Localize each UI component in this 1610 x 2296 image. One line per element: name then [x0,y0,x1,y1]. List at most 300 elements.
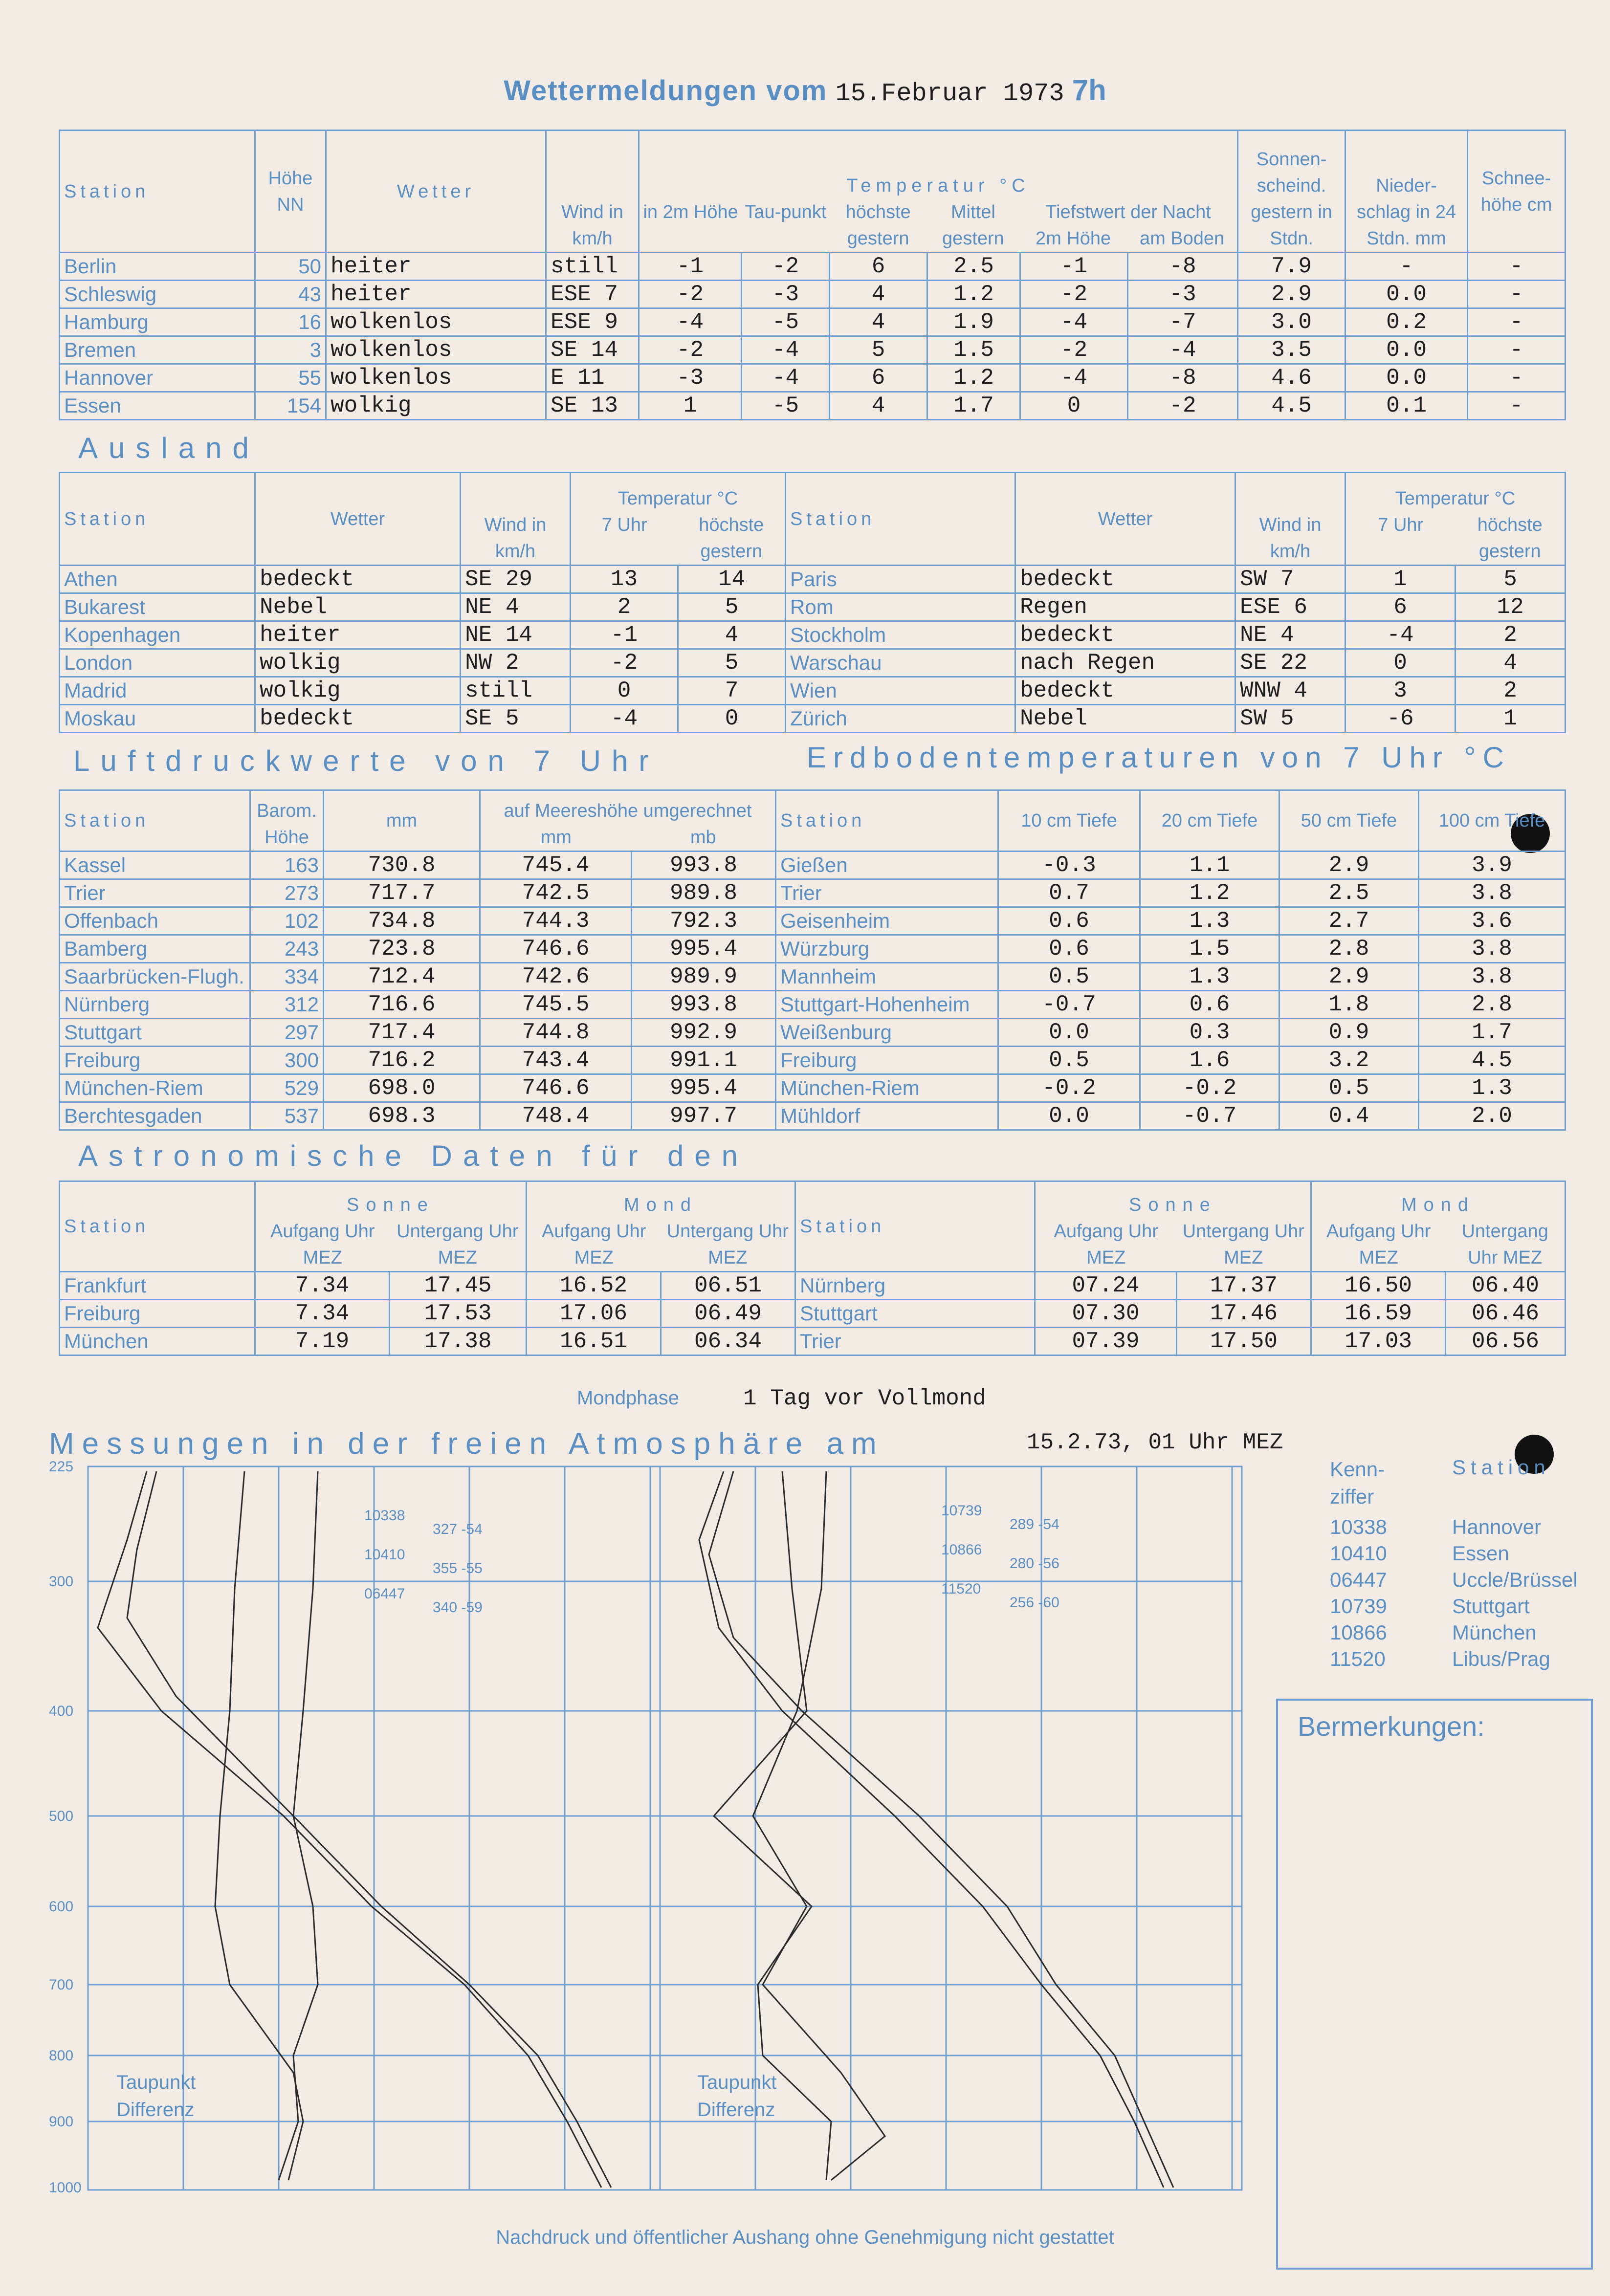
table-cell: 13 [571,566,678,593]
title-hour: 7h [1072,74,1106,107]
table-cell: 07.24 [1035,1272,1177,1300]
table-cell: Athen [60,566,255,593]
legend-station: Hannover [1452,1515,1542,1538]
table-cell: nach Regen [1015,649,1235,677]
table-cell: 102 [250,907,324,935]
table-cell: heiter [255,621,461,649]
table-cell: 07.39 [1035,1328,1177,1356]
table-cell: Freiburg [60,1300,255,1328]
table-cell: -2 [1128,392,1238,420]
table-cell: 273 [250,879,324,907]
luft-meer-group: auf Meereshöhe umgerechnet [504,801,752,821]
table-cell: 6 [830,253,927,281]
table-cell: -4 [639,308,742,336]
table-cell: -2 [742,253,830,281]
table-cell: 6 [830,364,927,392]
table-cell: Moskau [60,705,255,733]
station-tag-id: 10866 [941,1542,982,1558]
ausl-th-wetter-right: Wetter [1015,473,1235,566]
table-cell: 0.4 [1279,1102,1419,1130]
table-cell: Trier [776,879,998,907]
table-cell: 991.1 [632,1047,776,1074]
table-cell: 4 [830,308,927,336]
astro-ma-right: Aufgang Uhr MEZ [1326,1221,1431,1268]
pressure-label: 225 [49,1459,74,1475]
table-cell: 746.6 [480,1074,632,1102]
astro-th-station-right: Station [795,1181,1035,1272]
luft-th-barom: Barom. Höhe [250,790,324,852]
table-cell: -2 [639,336,742,364]
table-cell: Madrid [60,677,255,705]
table-cell: 792.3 [632,907,776,935]
table-cell: 17.38 [390,1328,527,1356]
erd-th-t20: 20 cm Tiefe [1140,790,1279,852]
table-cell: -6 [1345,705,1456,733]
table-cell: -4 [742,364,830,392]
table-cell: Berchtesgaden [60,1102,250,1130]
sounding-curve [215,1471,303,2180]
table-cell: 1 [1345,566,1456,593]
table-cell: -5 [742,308,830,336]
table-cell: SE 14 [546,336,639,364]
table-cell: Schleswig [60,281,255,308]
table-row [60,1300,1566,1328]
ausl-temp-group-left: Temperatur °C [618,488,738,509]
table-cell: 742.5 [480,879,632,907]
table-cell: 50 [255,253,326,281]
table-cell: 0.6 [998,935,1140,963]
table-cell: 0.9 [1279,1019,1419,1047]
astro-sonne-label-left: Sonne [347,1195,435,1215]
mondphase-label: Mondphase [577,1387,680,1409]
table-cell: 1.7 [1419,1019,1566,1047]
table-row [60,1074,1566,1102]
table-cell: -0.7 [1140,1102,1279,1130]
ausl-t7-right: 7 Uhr [1378,515,1424,535]
luft-th-mm: mm [324,790,480,852]
table-cell: 1.6 [1140,1047,1279,1074]
table-row [60,1047,1566,1074]
table-cell: 993.8 [632,991,776,1019]
table-cell: 6 [1345,593,1456,621]
station-tag-value: 340 -59 [433,1599,483,1616]
table-cell: 06.56 [1446,1328,1566,1356]
table-cell: Geisenheim [776,907,998,935]
table-cell: 0.6 [1140,991,1279,1019]
table-cell: 2 [1456,677,1566,705]
mondphase-value: 1 Tag vor Vollmond [743,1386,986,1411]
table-cell: 43 [255,281,326,308]
table-cell: 995.4 [632,935,776,963]
th-t2m: in 2m Höhe [643,202,738,222]
th-mittel: Mittel gestern [942,202,1004,249]
station-tag-id: 06447 [364,1586,405,1602]
table-cell: 7.9 [1238,253,1345,281]
table-cell: 698.0 [324,1074,480,1102]
table-cell: 2.9 [1279,852,1419,879]
legend-id: 06447 [1330,1568,1387,1591]
table-cell: -4 [1020,364,1128,392]
table-cell: -3 [742,281,830,308]
luft-meer-mm: mm [540,827,572,848]
table-cell: Trier [795,1328,1035,1356]
table-cell: WNW 4 [1235,677,1345,705]
table-cell: Offenbach [60,907,250,935]
table-cell: wolkig [255,649,461,677]
table-cell: -1 [639,253,742,281]
table-cell: 716.6 [324,991,480,1019]
table-cell: 717.7 [324,879,480,907]
table-cell: 3.9 [1419,852,1566,879]
table-cell: 734.8 [324,907,480,935]
table-cell: 06.34 [661,1328,795,1356]
th-schnee: Schnee-höhe cm [1468,131,1566,253]
table-cell: 712.4 [324,963,480,991]
table-cell: - [1468,308,1566,336]
erd-th-station: Station [776,790,998,852]
th-nieder: Nieder-schlag in 24 Stdn. mm [1345,131,1468,253]
table-cell: 0 [1345,649,1456,677]
table-row [60,253,1566,281]
table-cell: 163 [250,852,324,879]
table-row [60,935,1566,963]
pressure-label: 600 [49,1899,74,1915]
table-cell: -8 [1128,253,1238,281]
astro-th-sonne-left [255,1181,527,1272]
table-cell: 16.52 [527,1272,661,1300]
table-cell: Nebel [1015,705,1235,733]
table-cell: 312 [250,991,324,1019]
table-cell: -2 [639,281,742,308]
table-cell: Trier [60,879,250,907]
table-cell: 17.46 [1177,1300,1311,1328]
table-cell: heiter [326,281,546,308]
section-ausland: Ausland [78,432,260,464]
table-row [60,1102,1566,1130]
table-cell: 537 [250,1102,324,1130]
luftdruck-table [59,789,1566,1131]
table-cell: 2.8 [1419,991,1566,1019]
table-cell: Nürnberg [60,991,250,1019]
table-cell: Mühldorf [776,1102,998,1130]
table-cell: London [60,649,255,677]
ausl-th-station-left: Station [60,473,255,566]
table-cell: 0.5 [998,1047,1140,1074]
table-cell: -5 [742,392,830,420]
legend-station: Essen [1452,1542,1509,1565]
th-tiefst: Tiefstwert der Nacht [1045,202,1211,222]
station-tag-value: 289 -54 [1010,1516,1059,1532]
table-cell: wolkig [326,392,546,420]
table-cell: -2 [1020,336,1128,364]
table-cell: 06.40 [1446,1272,1566,1300]
legend-station: Uccle/Brüssel [1452,1568,1578,1591]
th-taupunkt: Tau-punkt [745,202,827,222]
table-cell: -3 [639,364,742,392]
table-cell: Gießen [776,852,998,879]
luft-th-meer [480,790,776,852]
table-cell: Saarbrücken-Flugh. [60,963,250,991]
table-cell: Rom [786,593,1015,621]
table-cell: 06.49 [661,1300,795,1328]
astro-sa-left: Aufgang Uhr MEZ [270,1221,375,1268]
table-cell: Kassel [60,852,250,879]
table-cell: 3 [255,336,326,364]
section-erdboden: Erdbodentemperaturen von 7 Uhr °C [807,741,1511,774]
table-cell: 742.6 [480,963,632,991]
astro-th-station-left: Station [60,1181,255,1272]
table-cell: 0.0 [1345,281,1468,308]
table-cell: wolkenlos [326,336,546,364]
table-cell: SW 7 [1235,566,1345,593]
station-tag-value: 280 -56 [1010,1555,1059,1572]
taupunkt-label-right: Taupunkt Differenz [697,2072,777,2121]
table-cell: -7 [1128,308,1238,336]
table-cell: 989.9 [632,963,776,991]
table-cell: still [546,253,639,281]
table-cell: Stuttgart-Hohenheim [776,991,998,1019]
astro-sa-right: Aufgang Uhr MEZ [1054,1221,1158,1268]
table-cell: Bamberg [60,935,250,963]
th-hoehe: Höhe NN [255,131,326,253]
table-row [60,1272,1566,1300]
table-row [60,879,1566,907]
astro-table [59,1181,1566,1356]
table-cell: 1 [1456,705,1566,733]
legend-id: 10866 [1330,1621,1387,1644]
legend-id: 10338 [1330,1515,1387,1538]
table-cell: 2 [1456,621,1566,649]
table-cell: 4.5 [1419,1047,1566,1074]
table-cell: 2.9 [1238,281,1345,308]
table-cell: Regen [1015,593,1235,621]
legend-header-id: Kenn-ziffer [1330,1458,1385,1508]
table-cell: ESE 9 [546,308,639,336]
table-cell: wolkenlos [326,364,546,392]
table-row [60,392,1566,420]
table-cell: ESE 7 [546,281,639,308]
ausl-t7-left: 7 Uhr [601,515,647,535]
table-cell: 3.8 [1419,935,1566,963]
luft-th-station: Station [60,790,250,852]
table-cell: 0.7 [998,879,1140,907]
table-row [60,852,1566,879]
astro-th-mond-right [1311,1181,1566,1272]
astro-su-right: Untergang Uhr MEZ [1182,1221,1304,1268]
table-cell: München-Riem [776,1074,998,1102]
erd-th-t10: 10 cm Tiefe [998,790,1140,852]
table-cell: Nürnberg [795,1272,1035,1300]
table-cell: 154 [255,392,326,420]
legend-id: 10739 [1330,1595,1387,1618]
table-cell: E 11 [546,364,639,392]
table-cell: 1.2 [927,364,1020,392]
table-cell: 0.0 [1345,364,1468,392]
pressure-label: 300 [49,1574,74,1590]
table-row [60,593,1566,621]
table-cell: 0.3 [1140,1019,1279,1047]
station-tag-id: 10338 [364,1508,405,1524]
table-cell: bedeckt [1015,621,1235,649]
table-cell: 5 [1456,566,1566,593]
table-cell: - [1468,392,1566,420]
table-cell: 2.7 [1279,907,1419,935]
table-cell: 1.9 [927,308,1020,336]
table-cell: 0.5 [998,963,1140,991]
section-astro: Astronomische Daten für den [78,1139,749,1172]
table-row [60,281,1566,308]
astro-mu-left: Untergang Uhr MEZ [666,1221,789,1268]
table-cell: - [1468,364,1566,392]
erd-th-t100: 100 cm Tiefe [1419,790,1566,852]
table-cell: 5 [678,649,786,677]
table-cell: -2 [1020,281,1128,308]
atmosphere-date: 15.2.73, 01 Uhr MEZ [1027,1430,1283,1455]
table-cell: NE 14 [461,621,571,649]
table-cell: München-Riem [60,1074,250,1102]
th-station: Station [60,131,255,253]
pressure-label: 500 [49,1808,74,1824]
table-cell: 06.46 [1446,1300,1566,1328]
th-tiefst-2m: 2m Höhe [1035,228,1111,249]
table-row [60,336,1566,364]
legend-header-station: Station [1452,1456,1550,1479]
table-cell: 698.3 [324,1102,480,1130]
table-cell: bedeckt [255,566,461,593]
table-cell: 300 [250,1047,324,1074]
table-cell: 3.6 [1419,907,1566,935]
astro-sonne-label-right: Sonne [1129,1195,1217,1215]
taupunkt-label-left: Taupunkt Differenz [116,2072,196,2121]
table-cell: Zürich [786,705,1015,733]
table-cell: Essen [60,392,255,420]
table-cell: Freiburg [776,1047,998,1074]
table-cell: 1.3 [1140,963,1279,991]
table-cell: -4 [571,705,678,733]
pressure-label: 800 [49,2048,74,2064]
table-cell: 2.9 [1279,963,1419,991]
table-cell: Berlin [60,253,255,281]
table-cell: - [1345,253,1468,281]
table-cell: 1.5 [927,336,1020,364]
table-cell: SE 5 [461,705,571,733]
table-row [60,566,1566,593]
table-cell: -0.3 [998,852,1140,879]
table-cell: 993.8 [632,852,776,879]
table-cell: Stuttgart [795,1300,1035,1328]
table-cell: -4 [1020,308,1128,336]
table-cell: heiter [326,253,546,281]
table-cell: Wien [786,677,1015,705]
table-row [60,705,1566,733]
table-cell: 0.0 [998,1019,1140,1047]
table-cell: 16.51 [527,1328,661,1356]
table-cell: 992.9 [632,1019,776,1047]
ausl-hoechste-right: höchste gestern [1477,515,1543,562]
ausl-temp-group-right: Temperatur °C [1395,488,1516,509]
table-cell: 3.0 [1238,308,1345,336]
table-cell: 529 [250,1074,324,1102]
table-cell: SW 5 [1235,705,1345,733]
table-cell: - [1468,253,1566,281]
footer-note: Nachdruck und öffentlicher Aushang ohne Genehmigung nicht gestattet [496,2227,1114,2248]
ausl-th-temp-left [571,473,786,566]
legend-id: 11520 [1330,1647,1386,1670]
table-cell: 14 [678,566,786,593]
table-cell: Weißenburg [776,1019,998,1047]
table-cell: 730.8 [324,852,480,879]
erd-th-t50: 50 cm Tiefe [1279,790,1419,852]
table-cell: 17.45 [390,1272,527,1300]
table-cell: 17.37 [1177,1272,1311,1300]
astro-mond-label-right: Mond [1401,1195,1476,1215]
table-cell: 3.8 [1419,963,1566,991]
table-cell: Paris [786,566,1015,593]
astro-mu-right: Untergang Uhr MEZ [1461,1221,1548,1268]
table-cell: 717.4 [324,1019,480,1047]
table-cell: SE 29 [461,566,571,593]
table-cell: -0.2 [1140,1074,1279,1102]
table-cell: 4 [830,392,927,420]
table-cell: 297 [250,1019,324,1047]
pressure-label: 1000 [49,2180,82,2196]
table-cell: 06.51 [661,1272,795,1300]
table-cell: bedeckt [1015,566,1235,593]
table-cell: wolkenlos [326,308,546,336]
table-cell: 0 [678,705,786,733]
ausl-th-wetter-left: Wetter [255,473,461,566]
table-row [60,907,1566,935]
table-cell: SE 13 [546,392,639,420]
table-cell: 0.6 [998,907,1140,935]
table-cell: - [1468,281,1566,308]
th-sonne: Sonnen-scheind. gestern in Stdn. [1238,131,1345,253]
sounding-curve [279,1471,318,2180]
ausl-hoechste-left: höchste gestern [699,515,764,562]
table-cell: 1.2 [1140,879,1279,907]
table-cell: Hannover [60,364,255,392]
ausl-th-wind-left: Wind in km/h [461,473,571,566]
table-cell: Kopenhagen [60,621,255,649]
table-cell: bedeckt [1015,677,1235,705]
table-cell: -1 [571,621,678,649]
table-cell: 7.34 [255,1272,390,1300]
table-cell: still [461,677,571,705]
table-cell: bedeckt [255,705,461,733]
remarks-box [1276,1699,1593,2270]
table-cell: 748.4 [480,1102,632,1130]
table-cell: 17.06 [527,1300,661,1328]
table-cell: 745.5 [480,991,632,1019]
table-cell: 12 [1456,593,1566,621]
table-cell: 0.5 [1279,1074,1419,1102]
table-cell: 716.2 [324,1047,480,1074]
th-hoechste: höchste gestern [845,202,911,249]
table-cell: 1 [639,392,742,420]
table-cell: Bukarest [60,593,255,621]
pressure-label: 700 [49,1977,74,1993]
pressure-label: 900 [49,2114,74,2130]
legend-id: 10410 [1330,1542,1387,1565]
table-cell: 2.8 [1279,935,1419,963]
table-cell: 4.6 [1238,364,1345,392]
table-cell: -2 [571,649,678,677]
table-row [60,364,1566,392]
table-cell: 2.0 [1419,1102,1566,1130]
table-cell: -1 [1020,253,1128,281]
table-cell: 3.2 [1279,1047,1419,1074]
station-tag-value: 327 -54 [433,1521,483,1537]
